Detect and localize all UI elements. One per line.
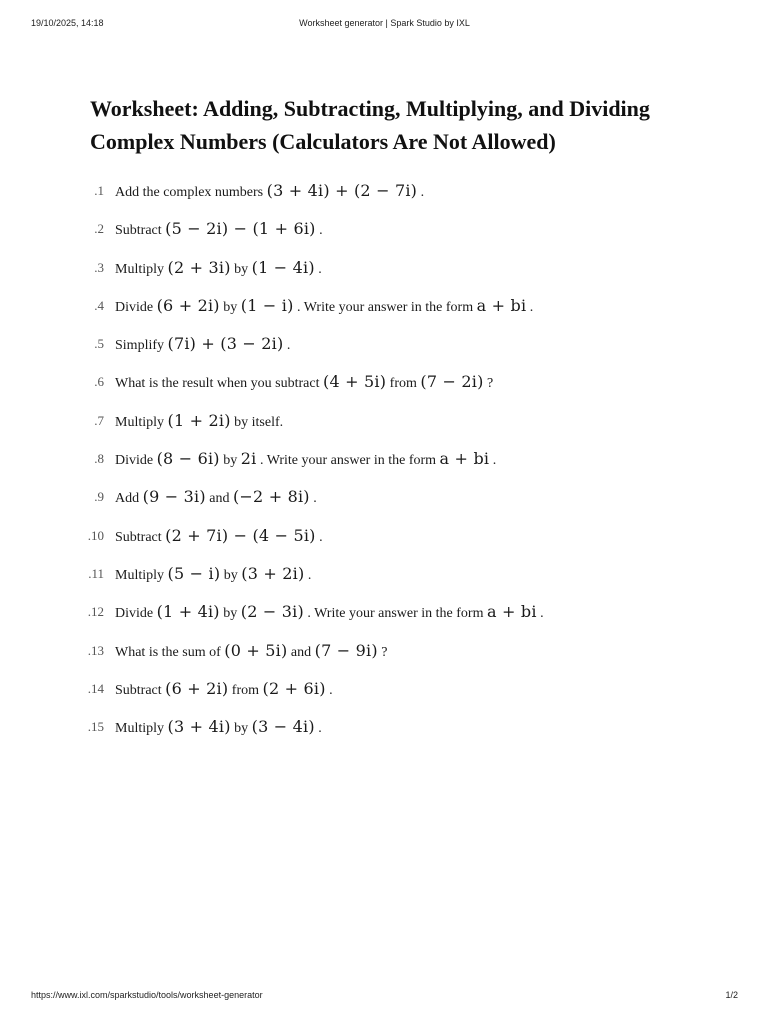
math-expression: (1 − 4i) bbox=[251, 257, 315, 277]
math-expression: (8 − 6i) bbox=[156, 449, 220, 469]
question-text bbox=[115, 406, 283, 438]
question-prose: Divide bbox=[115, 606, 154, 622]
math-expression: (3 + 4i) + (2 − 7i) bbox=[266, 181, 418, 200]
question-item bbox=[84, 674, 704, 712]
math-expression: (1 + 4i) bbox=[156, 602, 220, 622]
print-url: https://www.ixl.com/sparkstudio/tools/worksheet-generator bbox=[31, 990, 263, 1000]
math-expression: (7i) + (3 − 2i) bbox=[167, 334, 284, 354]
question-text bbox=[115, 521, 323, 553]
question-text bbox=[115, 674, 333, 706]
question-item bbox=[84, 176, 704, 214]
question-prose: . bbox=[540, 606, 544, 622]
question-prose: . bbox=[329, 682, 333, 698]
question-text bbox=[115, 367, 493, 399]
question-number: 2. bbox=[94, 221, 104, 237]
math-expression: (0 + 5i) bbox=[224, 640, 288, 660]
question-prose: Divide bbox=[115, 299, 154, 315]
question-prose: Subtract bbox=[115, 529, 162, 545]
question-prose: What is the result when you subtract bbox=[115, 376, 320, 392]
math-expression: a + bi bbox=[486, 602, 537, 622]
math-expression: (3 − 4i) bbox=[251, 717, 315, 737]
question-prose: by bbox=[223, 567, 238, 583]
question-item bbox=[84, 291, 704, 329]
math-expression: (6 + 2i) bbox=[156, 295, 220, 315]
math-expression: (9 − 3i) bbox=[142, 487, 206, 507]
question-prose: . bbox=[318, 721, 322, 737]
question-prose: . bbox=[420, 185, 425, 200]
question-number: 4. bbox=[94, 297, 104, 313]
math-expression: (4 + 5i) bbox=[323, 372, 387, 392]
math-expression: (2 + 7i) − (4 − 5i) bbox=[165, 525, 316, 545]
question-number: 6. bbox=[94, 374, 104, 390]
question-prose: . bbox=[529, 299, 534, 315]
worksheet-title: Worksheet: Adding, Subtracting, Multiplying, and Dividing Complex Numbers (Calculators Are Not Allowed) bbox=[90, 96, 650, 154]
question-item bbox=[84, 367, 704, 405]
question-text bbox=[115, 482, 317, 514]
question-prose: . bbox=[318, 261, 322, 277]
question-prose: Multiply bbox=[115, 414, 165, 430]
question-prose: . bbox=[307, 567, 312, 583]
question-prose: Add bbox=[115, 491, 140, 507]
question-list bbox=[84, 176, 704, 750]
print-footer bbox=[31, 990, 738, 1004]
question-prose: What is the sum of bbox=[115, 644, 221, 660]
question-number: 12. bbox=[87, 604, 104, 620]
question-prose: . bbox=[319, 223, 323, 239]
print-header bbox=[31, 18, 738, 32]
question-prose: by bbox=[234, 261, 249, 277]
question-text bbox=[115, 712, 322, 744]
question-text bbox=[115, 444, 496, 476]
math-expression: (1 + 2i) bbox=[167, 410, 231, 430]
question-prose: Multiply bbox=[115, 721, 165, 737]
math-expression: (−2 + 8i) bbox=[232, 487, 310, 507]
question-prose: Subtract bbox=[115, 682, 162, 698]
question-number: 15. bbox=[87, 719, 104, 735]
question-prose: from bbox=[389, 376, 417, 392]
question-text bbox=[115, 291, 533, 323]
question-item bbox=[84, 406, 704, 444]
question-number: 7. bbox=[94, 412, 104, 428]
question-number: 3. bbox=[94, 259, 104, 275]
math-expression: (3 + 2i) bbox=[241, 563, 305, 583]
question-prose: by bbox=[223, 453, 238, 469]
question-item bbox=[84, 253, 704, 291]
question-number: 11. bbox=[88, 565, 104, 581]
question-prose: by bbox=[223, 606, 238, 622]
question-prose: by itself. bbox=[234, 414, 284, 430]
question-number: 8. bbox=[94, 451, 104, 467]
question-prose: Subtract bbox=[115, 223, 162, 239]
question-item bbox=[84, 214, 704, 252]
question-number: 9. bbox=[94, 489, 104, 505]
question-prose: . Write your answer in the form bbox=[259, 453, 437, 469]
question-prose: Divide bbox=[115, 453, 154, 469]
question-text bbox=[115, 176, 424, 208]
math-expression: (2 + 6i) bbox=[262, 678, 326, 698]
question-prose: and bbox=[209, 491, 230, 507]
math-expression: (5 − i) bbox=[167, 563, 221, 583]
question-item bbox=[84, 329, 704, 367]
question-number: 1. bbox=[94, 183, 104, 198]
math-expression: (1 − i) bbox=[240, 295, 294, 315]
question-prose: Add the complex numbers bbox=[115, 185, 264, 200]
question-text bbox=[115, 329, 290, 361]
question-prose: by bbox=[234, 721, 249, 737]
math-expression: 2i bbox=[240, 449, 257, 469]
print-page-title: Worksheet generator | Spark Studio by IXL bbox=[299, 18, 470, 28]
question-number: 10. bbox=[87, 527, 104, 543]
question-prose: Simplify bbox=[115, 338, 165, 354]
question-text bbox=[115, 559, 311, 591]
question-text bbox=[115, 214, 323, 246]
question-number: 5. bbox=[94, 336, 104, 352]
question-prose: . bbox=[492, 453, 497, 469]
question-prose: Multiply bbox=[115, 567, 165, 583]
math-expression: a + bi bbox=[476, 295, 527, 315]
question-prose: from bbox=[231, 682, 260, 698]
question-number: 14. bbox=[87, 680, 104, 696]
print-page-indicator: 1/2 bbox=[725, 990, 738, 1000]
question-item bbox=[84, 636, 704, 674]
question-prose: . Write your answer in the form bbox=[307, 606, 484, 622]
math-expression: (5 − 2i) − (1 + 6i) bbox=[165, 219, 316, 239]
math-expression: (2 − 3i) bbox=[240, 602, 304, 622]
question-item bbox=[84, 444, 704, 482]
question-prose: ? bbox=[487, 376, 494, 392]
question-prose: . Write your answer in the form bbox=[297, 299, 474, 315]
math-expression: a + bi bbox=[439, 449, 490, 469]
print-datetime: 19/10/2025, 14:18 bbox=[31, 18, 104, 28]
math-expression: (3 + 4i) bbox=[167, 717, 231, 737]
math-expression: (2 + 3i) bbox=[167, 257, 231, 277]
question-prose: . bbox=[313, 491, 317, 507]
question-item bbox=[84, 597, 704, 635]
question-prose: ? bbox=[381, 644, 388, 660]
question-prose: by bbox=[223, 299, 238, 315]
question-text bbox=[115, 597, 544, 629]
question-text bbox=[115, 253, 322, 285]
question-item bbox=[84, 521, 704, 559]
question-item bbox=[84, 482, 704, 520]
question-prose: and bbox=[290, 644, 312, 660]
question-item bbox=[84, 712, 704, 750]
math-expression: (7 − 2i) bbox=[420, 372, 484, 392]
math-expression: (6 + 2i) bbox=[165, 678, 229, 698]
question-prose: Multiply bbox=[115, 261, 165, 277]
question-item bbox=[84, 559, 704, 597]
question-number: 13. bbox=[87, 642, 104, 658]
question-text bbox=[115, 636, 387, 668]
math-expression: (7 − 9i) bbox=[314, 640, 378, 660]
question-prose: . bbox=[286, 338, 291, 354]
question-prose: . bbox=[319, 529, 323, 545]
